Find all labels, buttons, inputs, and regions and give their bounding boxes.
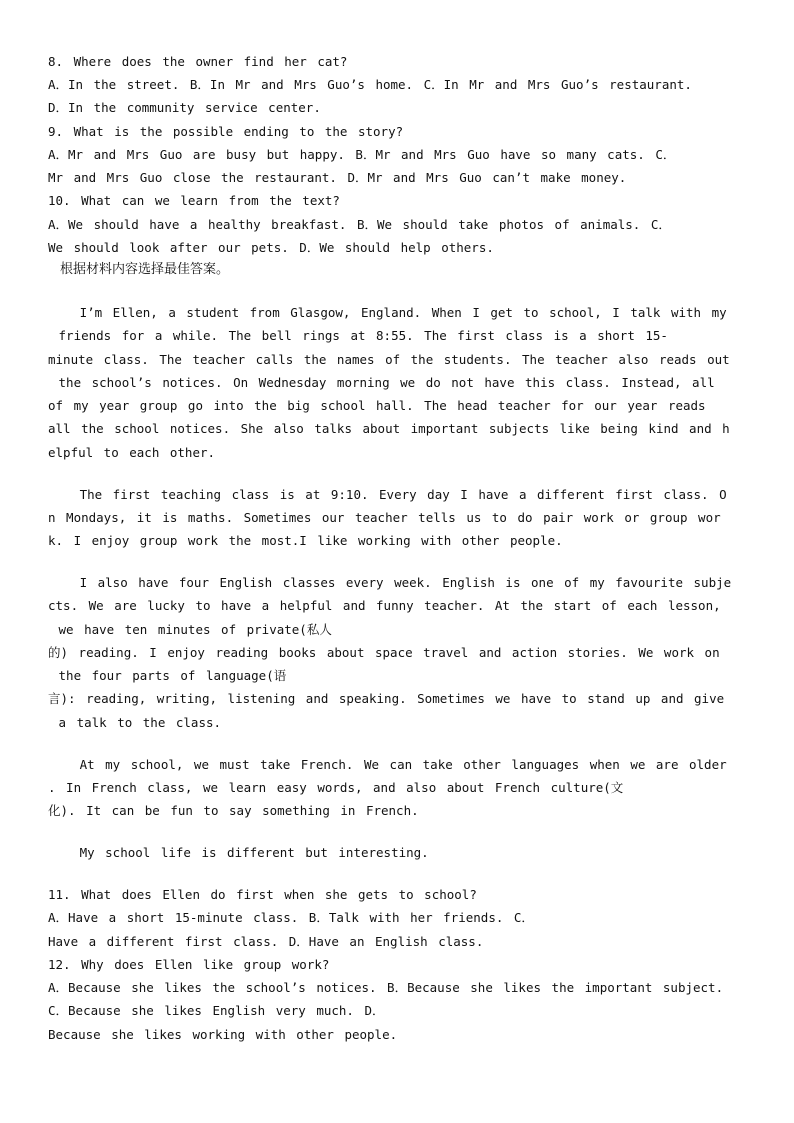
question-8-options-line-1: A．In the street. B．In Mr and Mrs Guo’s home. C．In Mr and Mrs Guo’s restaurant. [48, 77, 692, 92]
passage-p3-line-6: 言): reading, writing, listening and speaking. Sometimes we have to stand up and give [48, 691, 725, 706]
passage-p4-line-2: . In French class, we learn easy words, and also about French culture(文 [48, 780, 624, 795]
passage-p3-line-4: 的) reading. I enjoy reading books about space travel and action stories. We work on [48, 645, 720, 660]
question-9: 9. What is the possible ending to the story? [48, 124, 404, 139]
question-12-options-line-1: A．Because she likes the school’s notices. B．Because she likes the important subject. [48, 980, 724, 995]
question-12: 12. Why does Ellen like group work? [48, 957, 330, 972]
passage-p3-line-7: a talk to the class. [48, 715, 222, 730]
question-11: 11. What does Ellen do first when she gets to school? [48, 887, 477, 902]
passage-p1-line-4: the school’s notices. On Wednesday morning we do not have this class. Instead, all [48, 375, 715, 390]
question-12-options-line-3: Because she likes working with other people. [48, 1027, 398, 1042]
question-10-options-line-1: A．We should have a healthy breakfast. B．We should take photos of animals. C． [48, 217, 671, 232]
question-11-options-line-1: A．Have a short 15-minute class. B．Talk with her friends. C． [48, 910, 534, 925]
passage-p2-line-2: n Mondays, it is maths. Sometimes our teacher tells us to do pair work or group wor [48, 510, 721, 525]
passage-p1-line-1: I’m Ellen, a student from Glasgow, England. When I get to school, I talk with my [48, 305, 727, 320]
passage-p2-line-3: k. I enjoy group work the most.I like working with other people. [48, 533, 563, 548]
question-9-options-line-2: Mr and Mrs Guo close the restaurant. D．Mr and Mrs Guo can’t make money. [48, 170, 627, 185]
passage-p3-line-5: the four parts of language(语 [48, 668, 287, 683]
passage-p3-line-3: we have ten minutes of private(私人 [48, 622, 332, 637]
passage-p5-line-1: My school life is different but interesting. [48, 845, 429, 860]
section-instruction: 根据材料内容选择最佳答案。 [60, 262, 230, 277]
passage-p3-line-2: cts. We are lucky to have a helpful and funny teacher. At the start of each lesson, [48, 598, 721, 613]
passage-p4-line-3: 化). It can be fun to say something in French. [48, 803, 419, 818]
passage-p1-line-3: minute class. The teacher calls the names of the students. The teacher also reads out [48, 352, 730, 367]
passage-p4-line-1: At my school, we must take French. We can take other languages when we are older [48, 757, 727, 772]
question-12-options-line-2: C．Because she likes English very much. D． [48, 1003, 385, 1018]
passage-p1-line-2: friends for a while. The bell rings at 8:55. The first class is a short 15- [48, 328, 668, 343]
question-10-options-line-2: We should look after our pets. D．We should help others. [48, 240, 494, 255]
question-10: 10. What can we learn from the text? [48, 193, 340, 208]
question-8: 8. Where does the owner find her cat? [48, 54, 348, 69]
passage-p1-line-7: elpful to each other. [48, 445, 216, 460]
question-9-options-line-1: A．Mr and Mrs Guo are busy but happy. B．Mr and Mrs Guo have so many cats. C． [48, 147, 676, 162]
passage-p1-line-6: all the school notices. She also talks about important subjects like being kind and h [48, 421, 730, 436]
passage-p2-line-1: The first teaching class is at 9:10. Every day I have a different first class. O [48, 487, 727, 502]
question-8-options-line-2: D．In the community service center. [48, 100, 321, 115]
passage-p3-line-1: I also have four English classes every week. English is one of my favourite subje [48, 575, 732, 590]
question-11-options-line-2: Have a different first class. D．Have an English class. [48, 934, 484, 949]
passage-p1-line-5: of my year group go into the big school hall. The head teacher for our year reads [48, 398, 706, 413]
